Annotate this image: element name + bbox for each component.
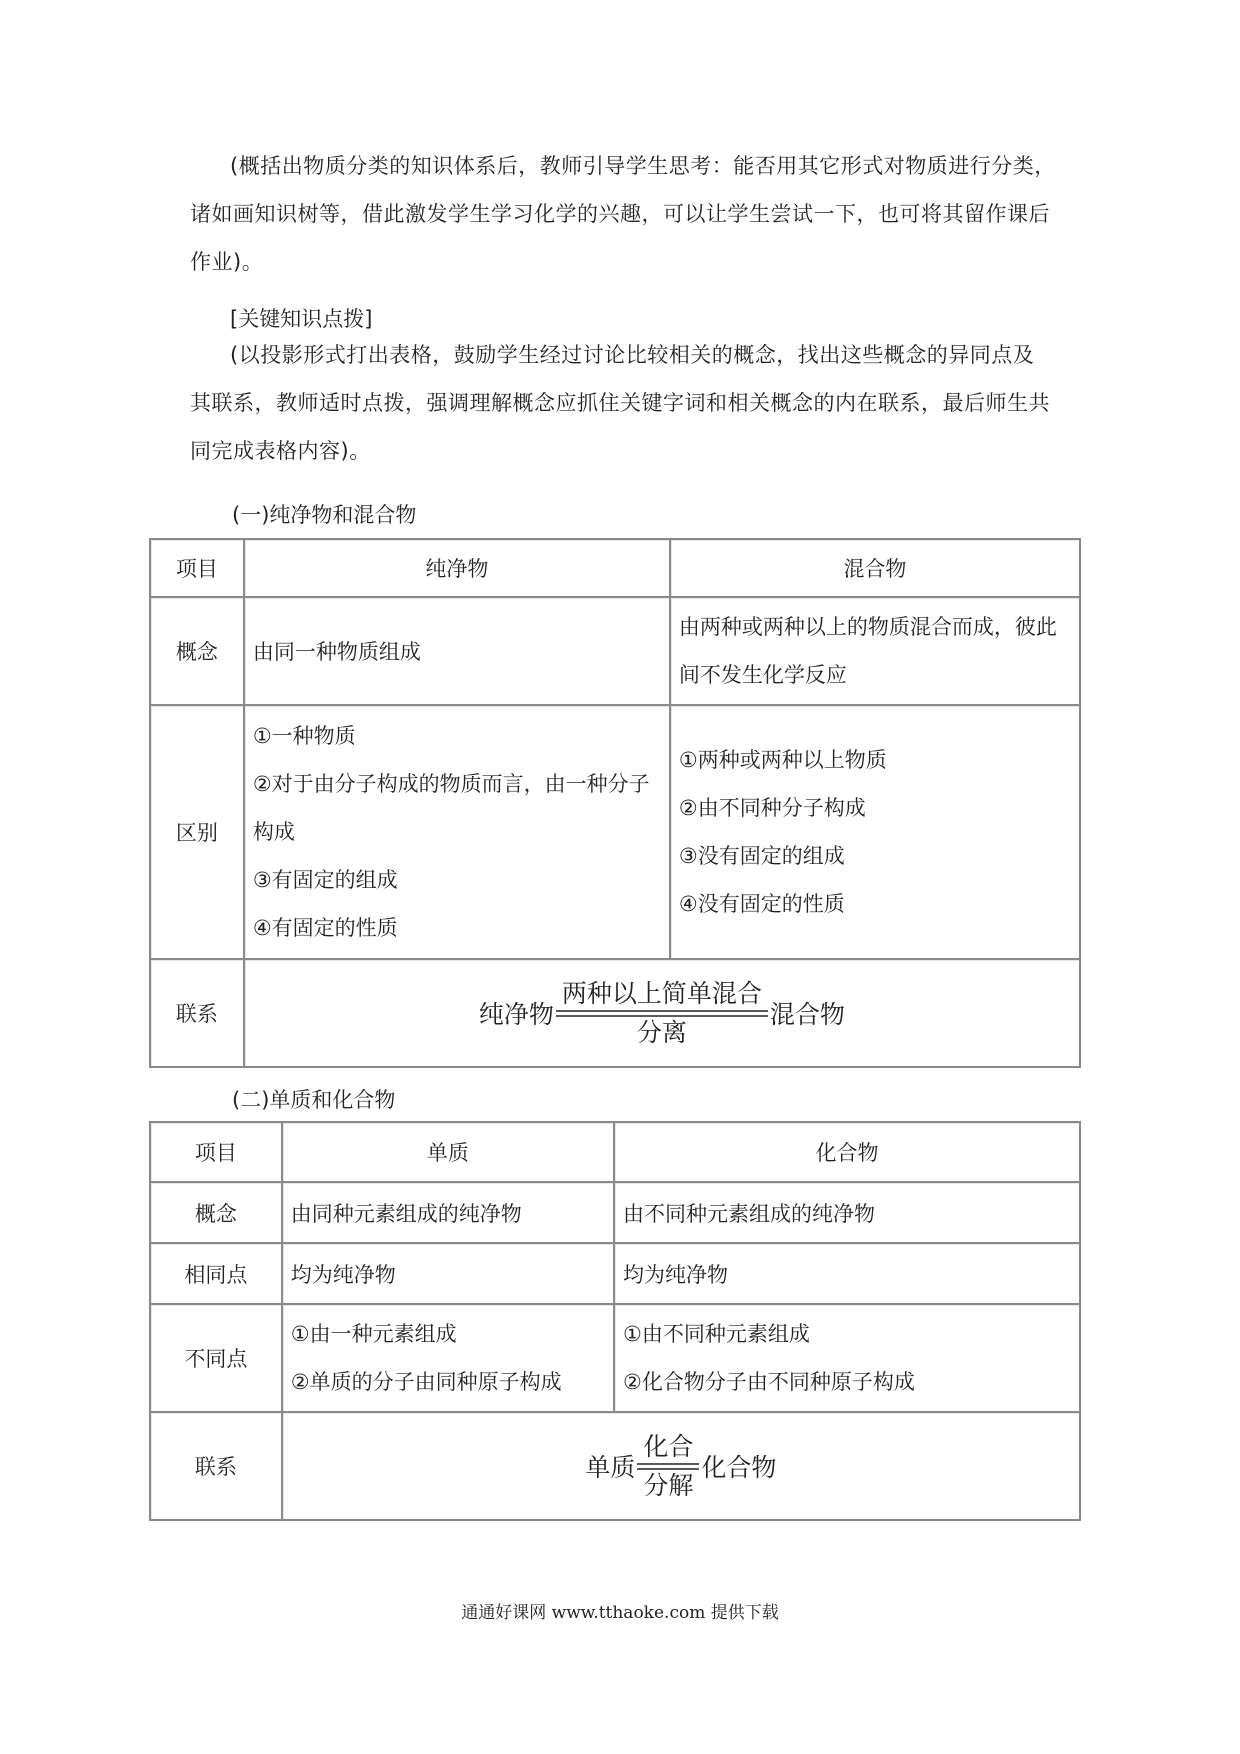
relation-cell xyxy=(244,959,1080,1067)
cell-line: 由两种或两种以上的物质混合而成，彼此 xyxy=(678,615,1057,639)
arrow-top-label: 化合 xyxy=(643,1431,694,1461)
row-label: 不同点 xyxy=(150,1304,282,1412)
relation-left: 纯净物 xyxy=(478,1000,554,1029)
arrow-bottom-label: 分解 xyxy=(643,1470,694,1500)
table-cell xyxy=(670,597,1080,705)
table-cell xyxy=(670,705,1080,959)
row-label: 概念 xyxy=(150,597,244,705)
key-point-heading: [关键知识点拨] xyxy=(230,307,373,331)
relation-diagram xyxy=(479,979,845,1048)
table-cell: 由同一种物质组成 xyxy=(244,597,670,705)
footer-credit: 通通好课网 www.tthaoke.com 提供下载 xyxy=(461,1603,779,1623)
table-cell: 由不同种元素组成的纯净物 xyxy=(614,1182,1080,1243)
cell-line: 构成 xyxy=(252,820,295,844)
table-row xyxy=(150,959,1080,1067)
table-row xyxy=(150,597,1080,705)
table-row xyxy=(150,1304,1080,1412)
table-row xyxy=(150,1122,1080,1182)
relation-left: 单质 xyxy=(585,1453,636,1482)
header-cell: 混合物 xyxy=(670,539,1080,597)
cell-line: ②对于由分子构成的物质而言，由一种分子 xyxy=(252,772,650,796)
header-cell: 项目 xyxy=(150,539,244,597)
cell-line: ①一种物质 xyxy=(252,724,356,748)
double-arrow-icon xyxy=(637,1462,699,1471)
method-paragraph xyxy=(190,331,1070,475)
paragraph-line: 同完成表格内容)。 xyxy=(190,439,371,463)
table-cell: 均为纯净物 xyxy=(614,1243,1080,1304)
paragraph-line: 作业)。 xyxy=(190,250,264,274)
cell-line: ②化合物分子由不同种原子构成 xyxy=(623,1370,915,1394)
relation-cell xyxy=(282,1412,1080,1520)
relation-right: 混合物 xyxy=(769,1000,845,1029)
table-row xyxy=(150,539,1080,597)
paragraph-line: (概括出物质分类的知识体系后，教师引导学生思考：能否用其它形式对物质进行分类， xyxy=(230,154,1056,178)
table-row xyxy=(150,1182,1080,1243)
table-cell: 由同种元素组成的纯净物 xyxy=(282,1182,614,1243)
row-label: 相同点 xyxy=(150,1243,282,1304)
table-cell xyxy=(614,1304,1080,1412)
paragraph-line: 其联系，教师适时点拨，强调理解概念应抓住关键字词和相关概念的内在联系，最后师生共 xyxy=(190,391,1050,415)
double-arrow-icon xyxy=(556,1009,768,1018)
row-label: 联系 xyxy=(150,1412,282,1520)
cell-line: ①两种或两种以上物质 xyxy=(678,748,887,772)
table-cell xyxy=(282,1304,614,1412)
row-label: 区别 xyxy=(150,705,244,959)
cell-line: ②由不同种分子构成 xyxy=(678,796,866,820)
row-label: 概念 xyxy=(150,1182,282,1243)
table-element-vs-compound xyxy=(149,1121,1081,1521)
table-pure-vs-mixture xyxy=(149,538,1081,1068)
table-row xyxy=(150,1412,1080,1520)
table-row xyxy=(150,1243,1080,1304)
relation-right: 化合物 xyxy=(701,1453,777,1482)
arrow-bottom-label: 分离 xyxy=(636,1017,687,1047)
paragraph-line: (以投影形式打出表格，鼓励学生经过讨论比较相关的概念，找出这些概念的异同点及 xyxy=(230,343,1035,367)
header-cell: 单质 xyxy=(282,1122,614,1182)
cell-line: ③有固定的组成 xyxy=(252,868,398,892)
intro-paragraph xyxy=(190,142,1070,286)
row-label: 联系 xyxy=(150,959,244,1067)
cell-line: ①由不同种元素组成 xyxy=(623,1322,810,1346)
table-cell xyxy=(244,705,670,959)
section1-title: (一)纯净物和混合物 xyxy=(232,503,417,527)
cell-line: ④没有固定的性质 xyxy=(678,892,845,916)
cell-line: ②单质的分子由同种原子构成 xyxy=(290,1370,562,1394)
arrow-top-label: 两种以上简单混合 xyxy=(561,978,762,1008)
header-cell: 项目 xyxy=(150,1122,282,1182)
table-row xyxy=(150,705,1080,959)
reversible-arrow xyxy=(637,1432,699,1501)
relation-diagram xyxy=(585,1432,776,1501)
header-cell: 纯净物 xyxy=(244,539,670,597)
reversible-arrow xyxy=(556,979,768,1048)
cell-line: ③没有固定的组成 xyxy=(678,844,845,868)
cell-line: ①由一种元素组成 xyxy=(290,1322,457,1346)
cell-line: ④有固定的性质 xyxy=(252,916,398,940)
cell-line: 间不发生化学反应 xyxy=(678,663,847,687)
table-cell: 均为纯净物 xyxy=(282,1243,614,1304)
header-cell: 化合物 xyxy=(614,1122,1080,1182)
section2-title: (二)单质和化合物 xyxy=(232,1088,396,1112)
paragraph-line: 诸如画知识树等，借此激发学生学习化学的兴趣，可以让学生尝试一下，也可将其留作课后 xyxy=(190,202,1050,226)
